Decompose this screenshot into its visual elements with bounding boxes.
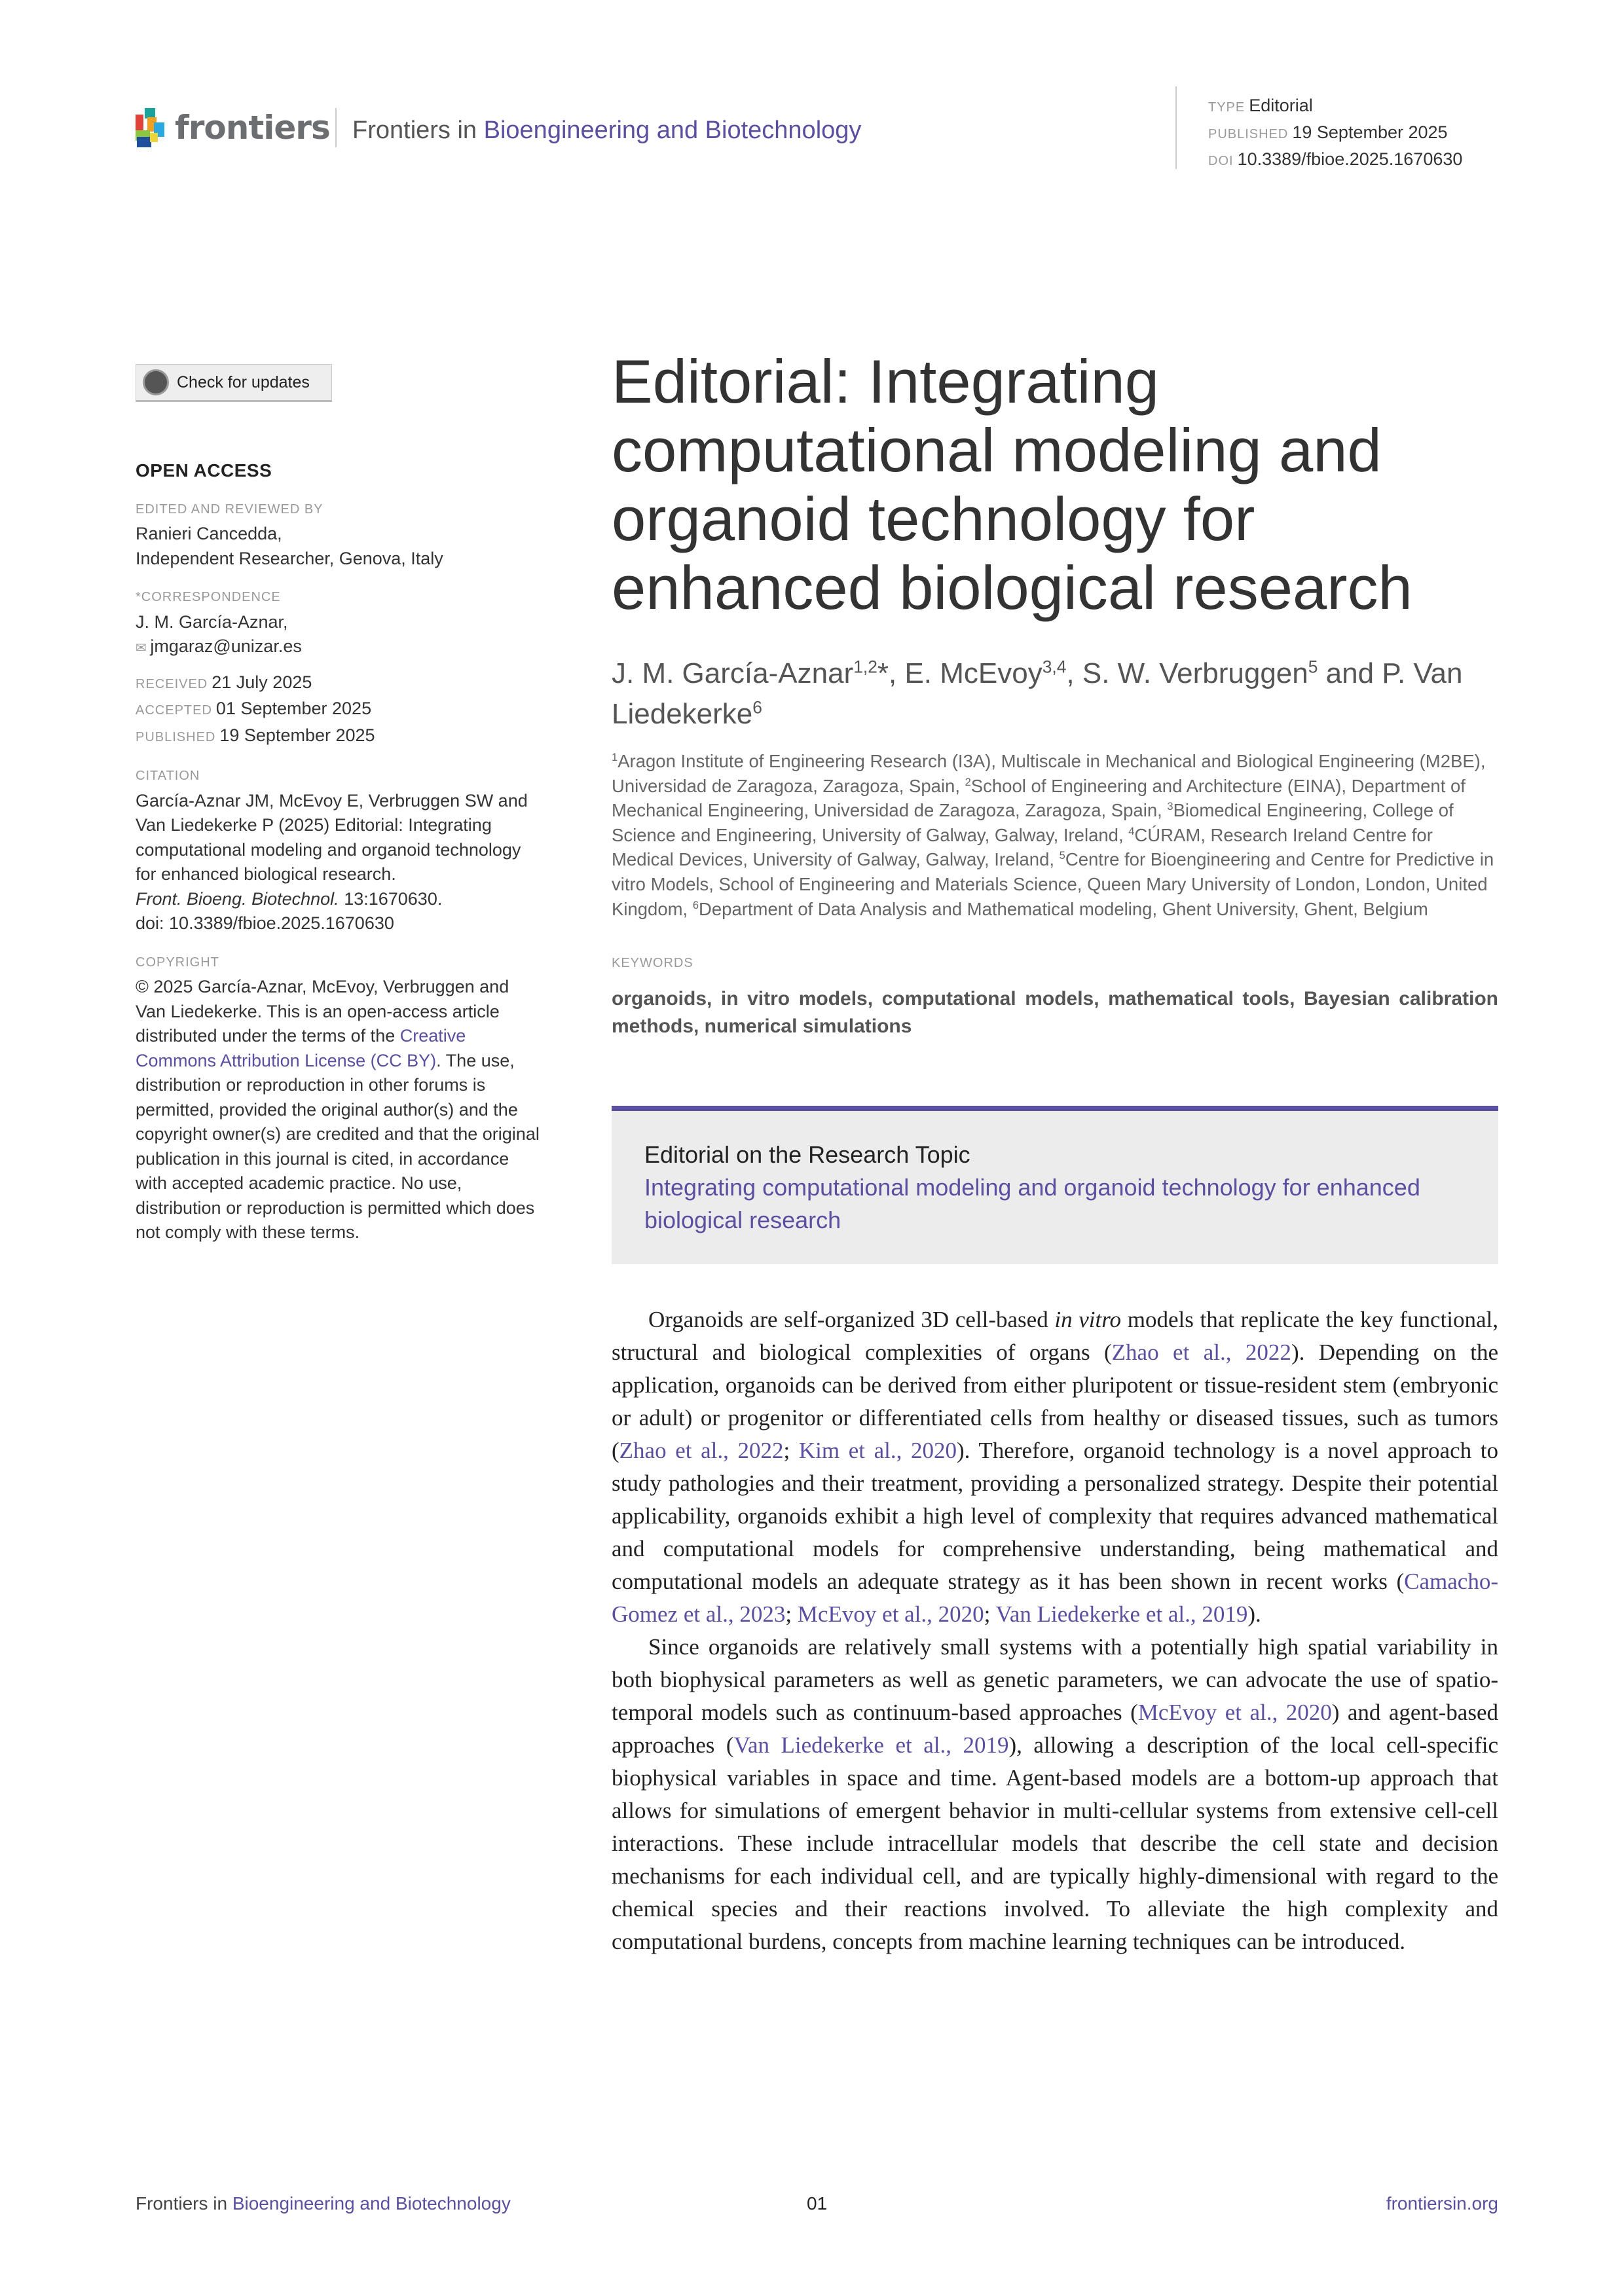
article-title: Editorial: Integrating computational modeling and organoid technology for enhanced biological research <box>612 347 1412 622</box>
citation-link[interactable]: McEvoy et al., 2020 <box>1137 1700 1332 1726</box>
check-updates-label: Check for updates <box>177 373 310 392</box>
published-label: PUBLISHED <box>136 729 216 744</box>
doi-value[interactable]: 10.3389/fbioe.2025.1670630 <box>1237 149 1463 169</box>
author-separator: and <box>1318 657 1382 689</box>
citation-link[interactable]: Camacho-Gomez et al., 2023 <box>612 1569 1498 1628</box>
text: ; <box>785 1601 798 1628</box>
italic-text: in vitro <box>1054 1307 1122 1333</box>
article-type: Editorial <box>1249 96 1313 115</box>
affiliation-number: 3 <box>1167 801 1173 813</box>
affiliation: Aragon Institute of Engineering Research (I3A), Multiscale in Mechanical and Biological Engineering (M2BE), Universidad de Zaragoza, Zaragoza, Spain, <box>612 751 1486 796</box>
author[interactable] <box>612 657 889 689</box>
keywords-label: KEYWORDS <box>612 956 693 971</box>
correspondence-name: J. M. García-Aznar, <box>136 611 288 632</box>
license-link[interactable]: Creative Commons Attribution License (CC BY) <box>136 1026 466 1070</box>
text: Organoids are self-organized 3D cell-based <box>648 1307 1055 1333</box>
update-icon <box>143 369 169 395</box>
text: models that replicate the key functional, structural and biological complexities of organs ( <box>612 1307 1498 1366</box>
author-name[interactable]: P. Van Liedekerke <box>612 657 1463 730</box>
paragraph <box>612 1303 1498 1631</box>
affiliation-number: 4 <box>1128 825 1135 837</box>
correspondence-label: *CORRESPONDENCE <box>136 590 281 604</box>
text: Since organoids are relatively small systems with a potentially high spatial variability in both biophysical parameters as well as genetic parameters, we can advocate the use of spatio-temporal models such as continuum-based approaches ( <box>612 1634 1498 1726</box>
main-column <box>612 347 1498 1958</box>
accepted-date: 01 September 2025 <box>215 699 372 718</box>
research-topic-label: Editorial on the Research Topic <box>644 1141 970 1169</box>
footer-prefix: Frontiers in <box>136 2193 228 2214</box>
received-label: RECEIVED <box>136 676 208 691</box>
email-address[interactable]: jmgaraz@unizar.es <box>150 636 302 656</box>
text: ) and agent-based approaches ( <box>612 1700 1498 1758</box>
meta-divider <box>1175 86 1177 169</box>
research-topic-box <box>612 1106 1498 1264</box>
corresponding-mark: * <box>877 657 889 689</box>
author-separator: , <box>1066 657 1082 689</box>
edited-label: EDITED AND REVIEWED BY <box>136 501 323 517</box>
copyright-text-2: . The use, distribution or reproduction in other forums is permitted, provided the original author(s) and the copyright owner(s) are credited and that the original publication in this journal is cited, in accordance with accepted academic practice. No use, distribution or reproduction is permitted which does not comply with these terms. <box>136 1050 540 1242</box>
published-label: PUBLISHED <box>1208 127 1289 141</box>
type-label: TYPE <box>1208 100 1246 115</box>
text: ; <box>984 1601 996 1628</box>
citation-link[interactable]: Zhao et al., 2022 <box>1111 1339 1291 1366</box>
affiliation-number: 6 <box>692 899 699 911</box>
author-name[interactable]: J. M. García-Aznar <box>612 657 854 689</box>
header-divider <box>335 108 337 147</box>
text: ). Depending on the application, organoids can be derived from either pluripotent or tissue-resident stem (embryonic or adult) or progenitor or differentiated cells from healthy or diseased tissues, such as tumors ( <box>612 1339 1498 1464</box>
correspondence-email[interactable] <box>136 634 542 661</box>
frontiers-logo[interactable] <box>136 108 330 147</box>
citation-link[interactable]: Zhao et al., 2022 <box>619 1438 784 1464</box>
affiliation: Biomedical Engineering, College of Science and Engineering, University of Galway, Galway, Ireland, <box>612 800 1454 845</box>
author-separator: , <box>889 657 905 689</box>
author-list <box>612 653 1498 735</box>
published-date: 19 September 2025 <box>219 725 375 745</box>
logo-text: frontiers <box>175 109 330 147</box>
journal-name-link[interactable]: Bioengineering and Biotechnology <box>483 117 862 144</box>
keywords: organoids, in vitro models, computational models, mathematical tools, Bayesian calibration methods, numerical simulations <box>612 988 1498 1038</box>
author-affil-sup: 5 <box>1308 657 1318 677</box>
citation-text: García-Aznar JM, McEvoy E, Verbruggen SW and Van Liedekerke P (2025) Editorial: Integrating computational modeling and organoid technology for enhanced biological research. <box>136 790 528 884</box>
affiliation-number: 5 <box>1059 850 1065 862</box>
author-affil-sup: 6 <box>752 697 762 718</box>
citation-link[interactable]: Van Liedekerke et al., 2019 <box>995 1601 1248 1628</box>
affiliation-number: 1 <box>612 751 618 763</box>
research-topic-link[interactable]: Integrating computational modeling and organoid technology for enhanced biological research <box>644 1174 1420 1234</box>
received-date: 21 July 2025 <box>212 672 312 692</box>
footer-journal-link[interactable]: Bioengineering and Biotechnology <box>232 2193 511 2214</box>
open-access-label: OPEN ACCESS <box>136 460 272 481</box>
accepted-label: ACCEPTED <box>136 703 212 718</box>
citation-link[interactable]: Kim et al., 2020 <box>798 1438 957 1464</box>
article-meta <box>1208 93 1462 173</box>
editor-affiliation: Independent Researcher, Genova, Italy <box>136 548 443 568</box>
frontiers-logo-icon <box>136 108 166 147</box>
citation-link[interactable]: Van Liedekerke et al., 2019 <box>733 1732 1009 1758</box>
author-affil-sup: 1,2 <box>853 657 877 677</box>
footer-journal <box>136 2193 511 2214</box>
author-name[interactable]: S. W. Verbruggen <box>1082 657 1308 689</box>
check-for-updates-button[interactable] <box>136 364 332 402</box>
text: ; <box>783 1438 799 1464</box>
editor-name: Ranieri Cancedda, <box>136 524 282 543</box>
journal-title[interactable] <box>352 117 861 145</box>
site-link[interactable]: frontiersin.org <box>1386 2193 1498 2214</box>
author[interactable] <box>1082 657 1318 689</box>
affiliation: Department of Data Analysis and Mathematical modeling, Ghent University, Ghent, Belgium <box>699 898 1428 919</box>
email-icon: ✉ <box>136 641 151 655</box>
author-affil-sup: 3,4 <box>1042 657 1067 677</box>
citation-link[interactable]: McEvoy et al., 2020 <box>797 1601 984 1628</box>
author-name[interactable]: E. McEvoy <box>904 657 1043 689</box>
copyright-label: COPYRIGHT <box>136 955 219 970</box>
text: ), allowing a description of the local cell-specific biophysical variables in space and time. Agent-based models are a bottom-up approach that allows for simulations of emergent behavior in multi-cellular systems from extensive cell-cell interactions. These include intracellular models that describe the cell state and decision mechanisms for each individual cell, and are typically highly-dimensional with regard to the chemical species and their reactions involved. To alleviate the high complexity and computational burdens, concepts from machine learning techniques can be introduced. <box>612 1732 1498 1955</box>
affiliation: Centre for Bioengineering and Centre for Predictive in vitro Models, School of Engineering and Materials Science, Queen Mary University of London, London, United Kingdom, <box>612 849 1494 919</box>
citation-label: CITATION <box>136 769 200 783</box>
published-date: 19 September 2025 <box>1292 122 1448 142</box>
author[interactable] <box>904 657 1066 689</box>
citation <box>136 789 542 936</box>
citation-volume: 13:1670630. <box>339 888 443 909</box>
text: ). Therefore, organoid technology is a novel approach to study pathologies and their treatment, providing a personalized strategy. Despite their potential applicability, organoids exhibit a high level of complexity that requires advanced mathematical and computational models for comprehensive understanding, being mathematical and computational models an adequate strategy as it has been shown in recent works ( <box>612 1438 1498 1595</box>
sidebar <box>136 458 542 1245</box>
affiliation: School of Engineering and Architecture (EINA), Department of Mechanical Engineering, Universidad de Zaragoza, Zaragoza, Spain, <box>612 775 1466 821</box>
article-body <box>612 1303 1498 1958</box>
page-number: 01 <box>807 2193 828 2214</box>
affiliations <box>612 749 1498 921</box>
affiliation-number: 2 <box>965 776 971 788</box>
copyright <box>136 975 542 1245</box>
doi-label: DOI <box>1208 154 1234 168</box>
copyright-text: © 2025 García-Aznar, McEvoy, Verbruggen and Van Liedekerke. This is an open-access article distributed under the terms of the <box>136 977 509 1046</box>
text: ). <box>1247 1601 1261 1628</box>
paragraph <box>612 1631 1498 1958</box>
affiliation: CÚRAM, Research Ireland Centre for Medical Devices, University of Galway, Galway, Ireland, <box>612 824 1433 870</box>
citation-journal: Front. Bioeng. Biotechnol. <box>136 888 339 909</box>
journal-prefix: Frontiers in <box>352 117 477 144</box>
citation-doi: doi: 10.3389/fbioe.2025.1670630 <box>136 913 394 933</box>
